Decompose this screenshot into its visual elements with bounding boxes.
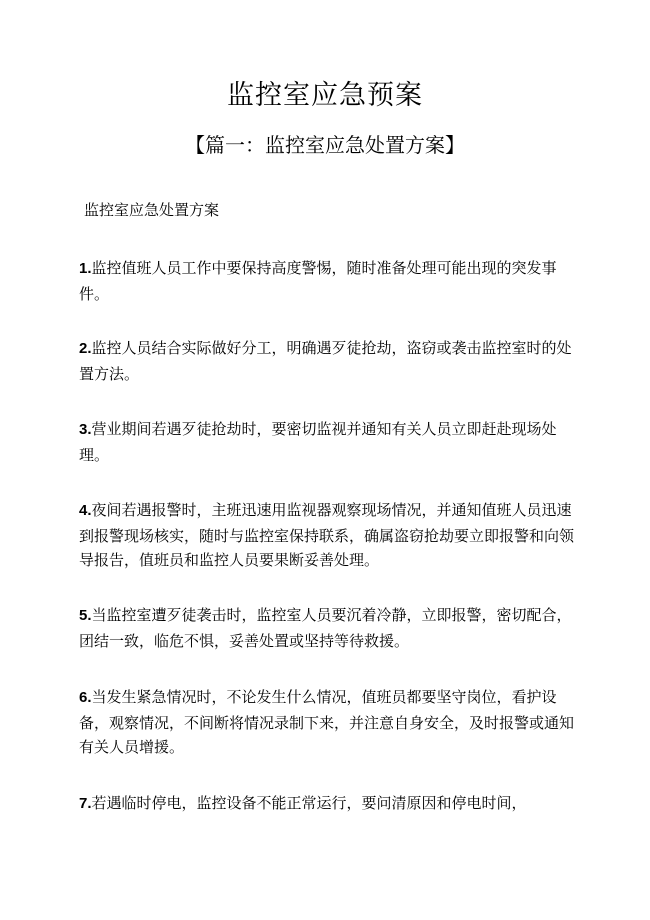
- item-number: 3.: [79, 421, 92, 438]
- document-subtitle: 【篇一：监控室应急处置方案】: [185, 133, 465, 157]
- item-text: 夜间若遇报警时，主班迅速用监视器观察现场情况，并通知值班人员迅速到报警现场核实，随时与监控室保持联系，确属盗窃抢劫要立即报警和向领导报告，值班员和监控人员要果断妥善处理。: [79, 501, 575, 569]
- section-heading: 监控室应急处置方案: [84, 201, 220, 219]
- procedure-item-5: [79, 603, 579, 653]
- item-number: 5.: [79, 607, 92, 624]
- procedure-item-3: [79, 417, 579, 467]
- item-number: 6.: [79, 689, 92, 706]
- item-text: 监控值班人员工作中要保持高度警惕，随时准备处理可能出现的突发事件。: [79, 259, 557, 303]
- procedure-item-6: [79, 685, 579, 760]
- item-text: 营业期间若遇歹徒抢劫时，要密切监视并通知有关人员立即赶赴现场处理。: [79, 420, 557, 464]
- item-text: 当发生紧急情况时，不论发生什么情况，值班员都要坚守岗位，看护设备，观察情况，不间断将情况录制下来，并注意自身安全，及时报警或通知有关人员增援。: [79, 688, 575, 756]
- procedure-item-4: [79, 498, 579, 573]
- procedure-item-1: [79, 256, 579, 306]
- document-title: 监控室应急预案: [227, 80, 423, 111]
- procedure-item-7: [79, 791, 579, 817]
- procedure-item-2: [79, 336, 579, 386]
- item-number: 1.: [79, 260, 92, 277]
- item-number: 2.: [79, 340, 92, 357]
- item-text: 监控人员结合实际做好分工，明确遇歹徒抢劫，盗窃或袭击监控室时的处置方法。: [79, 339, 572, 383]
- item-number: 7.: [79, 795, 92, 812]
- item-text: 当监控室遭歹徒袭击时，监控室人员要沉着冷静，立即报警，密切配合，团结一致，临危不惧，妥善处置或坚持等待救援。: [79, 606, 572, 650]
- item-text: 若遇临时停电，监控设备不能正常运行，要问清原因和停电时间，: [91, 794, 527, 812]
- item-number: 4.: [79, 502, 92, 519]
